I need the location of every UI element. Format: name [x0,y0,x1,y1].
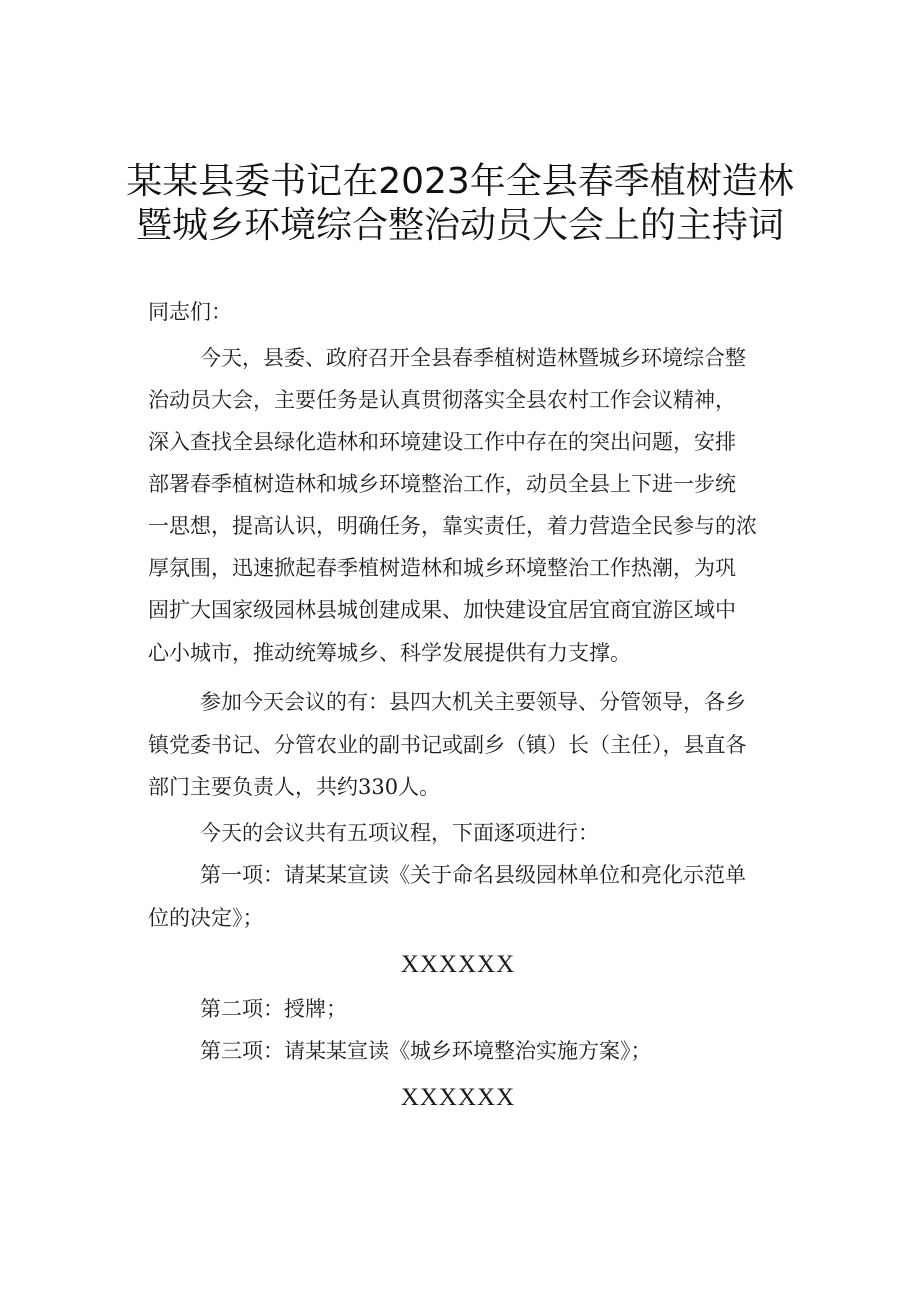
paragraph-1-line: 深入查找全县绿化造林和环境建设工作中存在的突出问题，安排 [148,430,736,454]
paragraph-1-line: 固扩大国家级园林县城创建成果、加快建设宜居宜商宜游区域中 [148,598,736,622]
paragraph-2-line: 部门主要负责人，共约330人。 [148,775,441,799]
paragraph-1-line: 今天，县委、政府召开全县春季植树造林暨城乡环境综合整 [200,346,746,370]
paragraph-1-line: 部署春季植树造林和城乡环境整治工作，动员全县上下进一步统 [148,472,736,496]
paragraph-1-line: 治动员大会，主要任务是认真贯彻落实全县农村工作会议精神， [148,388,736,412]
title-line-1: 某某县委书记在2023年全县春季植树造林 [126,161,794,202]
agenda-intro: 今天的会议共有五项议程，下面逐项进行： [200,821,599,845]
agenda-item-3: 第三项：请某某宣读《城乡环境整治实施方案》； [200,1039,652,1063]
agenda-item-1-line: 第一项：请某某宣读《关于命名县级园林单位和亮化示范单 [200,863,746,887]
paragraph-1-line: 心小城市，推动统筹城乡、科学发展提供有力支撑。 [148,641,631,665]
agenda-item-2: 第二项：授牌； [200,997,347,1021]
placeholder-speaker-1: XXXXXX [400,951,516,978]
salutation: 同志们： [148,300,232,324]
agenda-item-1-line: 位的决定》； [148,906,264,930]
paragraph-1-line: 厚氛围，迅速掀起春季植树造林和城乡环境整治工作热潮，为巩 [148,556,736,580]
paragraph-2-line: 参加今天会议的有：县四大机关主要领导、分管领导，各乡 [200,690,746,714]
placeholder-speaker-2: XXXXXX [400,1084,516,1111]
paragraph-2-line: 镇党委书记、分管农业的副书记或副乡（镇）长（主任），县直各 [148,733,747,757]
paragraph-1-line: 一思想，提高认识，明确任务，靠实责任，着力营造全民参与的浓 [148,514,757,538]
title-line-2: 暨城乡环境综合整治动员大会上的主持词 [135,205,784,246]
